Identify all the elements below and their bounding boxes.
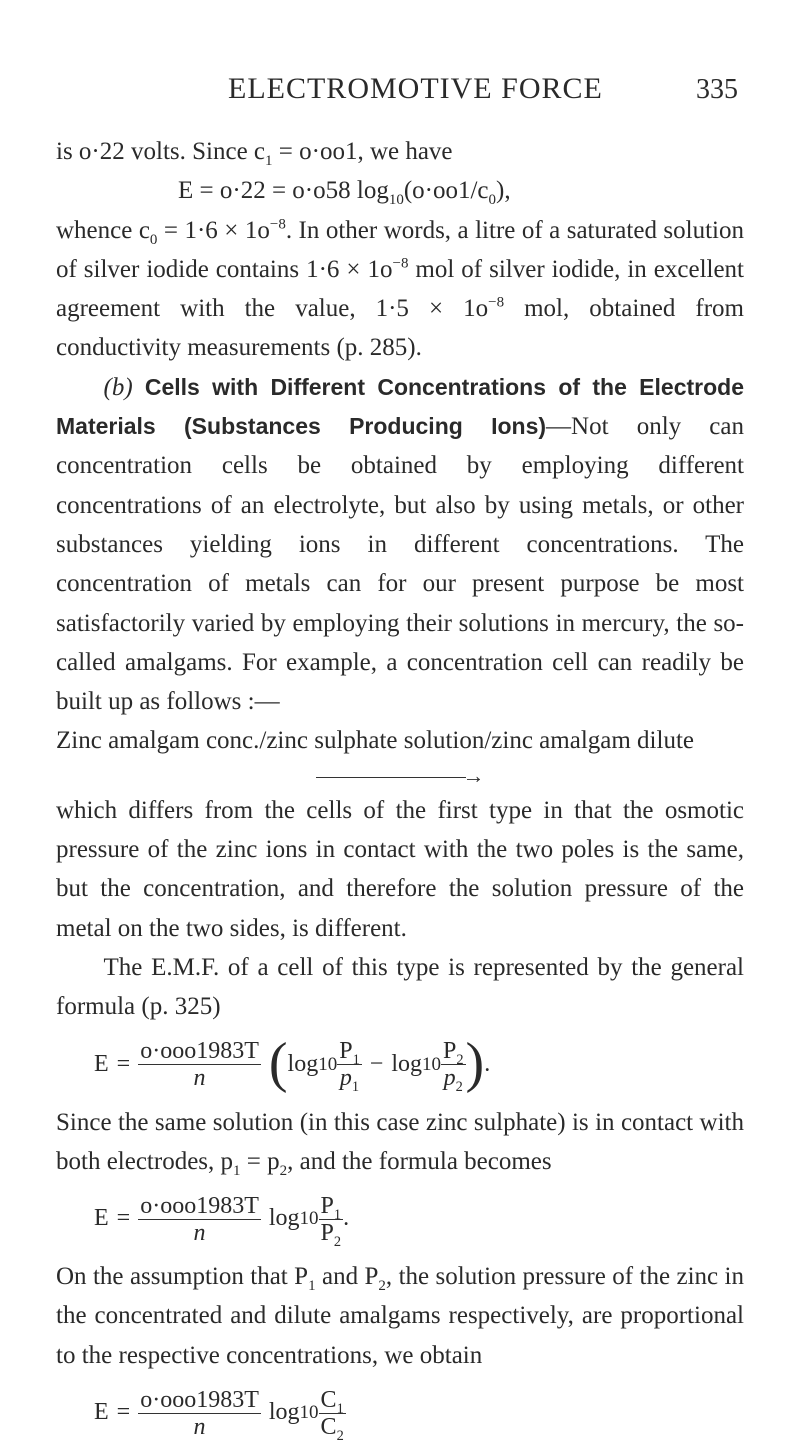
general-formula: E = $\frac{\text{o·ooo1983T}}{n}$ ( log 10 $\frac{P_1}{p_1}$ − log 10 $\frac{P_2}{p_2}$ ) . (94, 1031, 491, 1095)
paragraph: On the assumption that $P_1$ and $P_2$, the solution pressure of the zinc in the concentrated and dilute amalgams respectively, are proportional to the respective concentrations, we obtain (56, 1263, 744, 1369)
paragraph: Since the same solution (in this case zinc sulphate) is in contact with both electrodes, $p_1 = p_2$, and the formula becomes (56, 1108, 744, 1179)
cell-scheme: Zinc amalgam conc./zinc sulphate solution/zinc amalgam dilute (56, 727, 694, 755)
section-paragraph: (b) Cells with Different Concentrations of the Electrode Materials (Substances Producing Ions)—Not only can concentration cells be obtained by employing different concentrations of an electrolyte, but also by using metals, or other substances yielding ions in different concentrations. The concentration of metals can for our present purpose be most satisfactorily varied by employing their solutions in mercury, the so-called amalgams. For example, a concentration cell can readily be built up as follows :— (56, 373, 745, 716)
concentration-formula: E = $\frac{\text{o·ooo1983T}}{n}$ log 10 $\frac{C_1}{C_2}$ (94, 1386, 344, 1444)
page-number: 335 (696, 74, 738, 105)
page-body (56, 132, 744, 1451)
running-header (0, 72, 800, 112)
section-letter: (b) (103, 373, 133, 401)
section-heading: Cells with Different Concentrations of the Electrode Materials (Substances Producing Ions) (56, 373, 744, 440)
direction-arrow (56, 761, 744, 791)
equation: E = o·22 = o·o58 $\log_{10}(o\cdot oo1/c_0)$, (178, 177, 511, 209)
running-title: ELECTROMOTIVE FORCE (228, 72, 603, 105)
simplified-formula: E = $\frac{\text{o·ooo1983T}}{n}$ log 10 $\frac{P_1}{P_2}$ . (94, 1192, 350, 1250)
paragraph: is o·22 volts. Since $c_1 = o\cdot oo1$, we have (56, 138, 453, 169)
paragraph: which differs from the cells of the first type in that the osmotic pressure of the zinc ions in contact with the two poles is the same, but the concentration, and therefore the solution pressure of the metal on the two sides, is different. (56, 796, 744, 942)
paragraph: The E.M.F. of a cell of this type is represented by the general formula (p. 325) (56, 953, 744, 1021)
paragraph: whence $c_0 = 1\cdot 6 \times 1o^{-8}$. In other words, a litre of a saturated solution of silver iodide contains $1\cdot 6 \times 1o^{-8}$ mol of silver iodide, in excellent agreement with the value, $1\cdot 5 \times 1o^{-8}$ mol, obtained from conductivity measurements (p. 285). (56, 216, 745, 362)
arrow-head-icon: → (462, 762, 485, 788)
